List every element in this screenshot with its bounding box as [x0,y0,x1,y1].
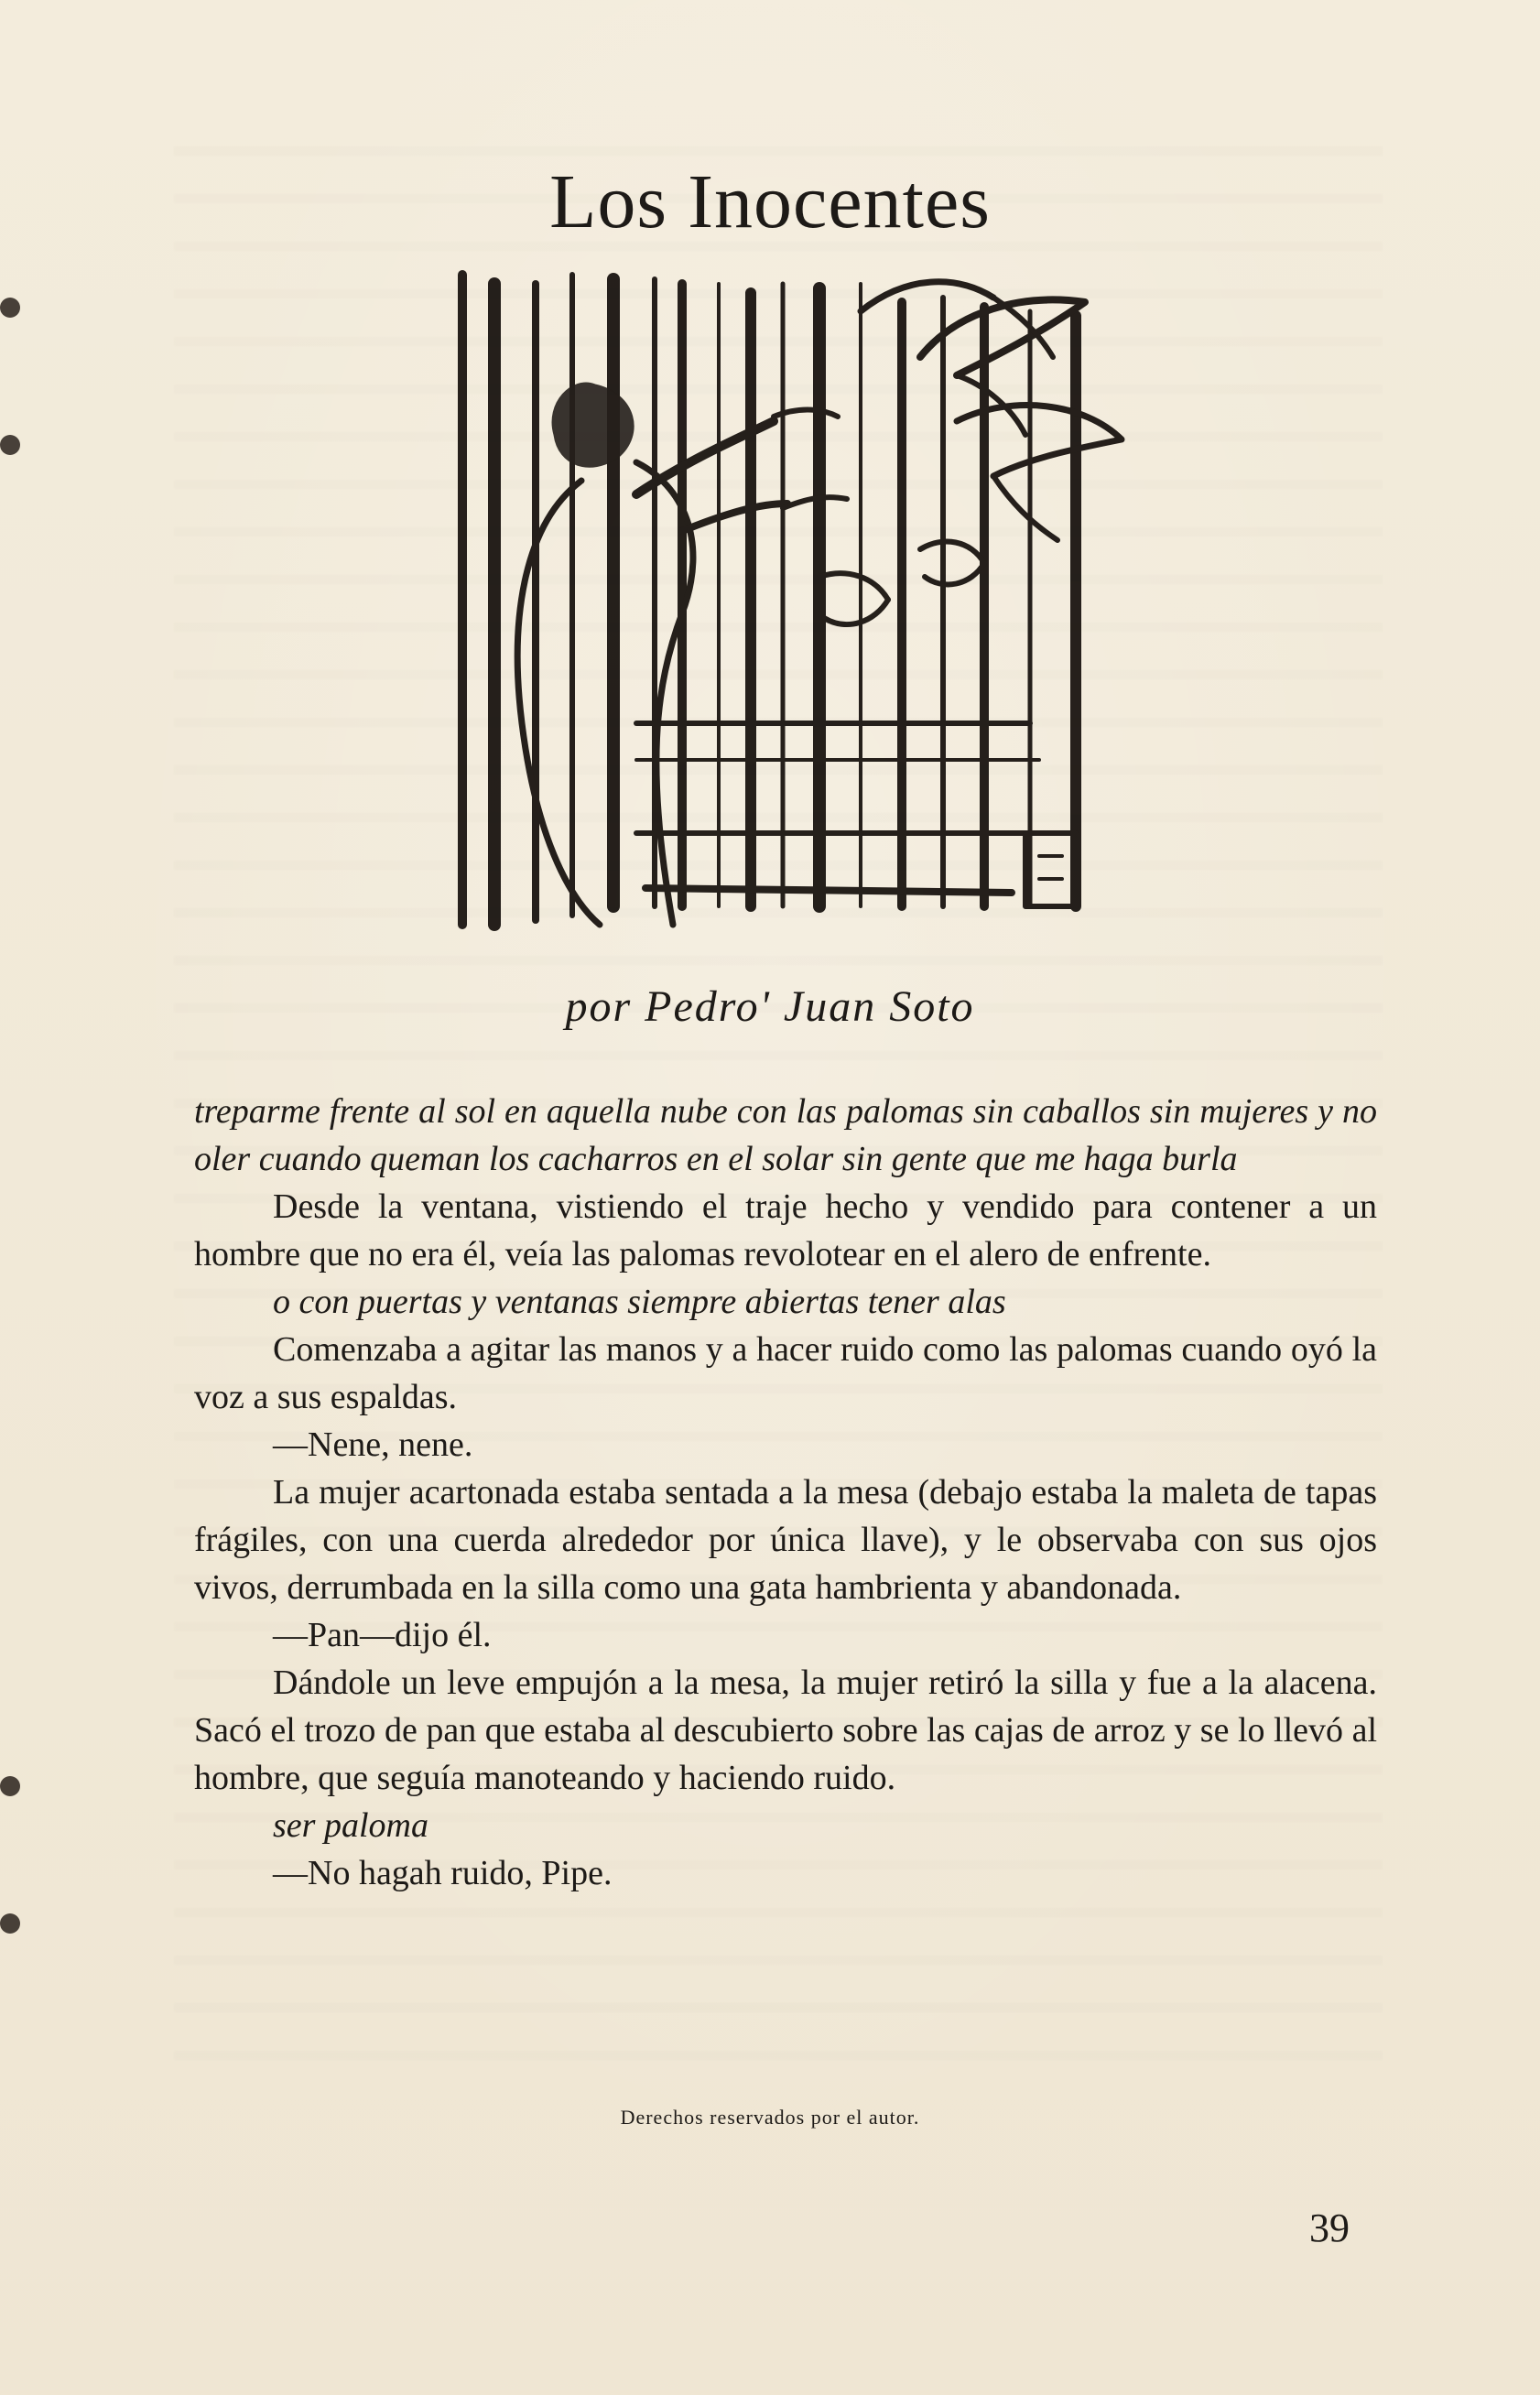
italic-paragraph: o con puertas y ventanas siempre abiertas tener alas [273,1283,1006,1321]
byline: por Pedro' Juan Soto [565,982,975,1031]
page-number: 39 [1309,2205,1350,2250]
dialogue-line: —No hagah ruido, Pipe. [273,1854,613,1892]
ink-illustration-icon [444,247,1149,952]
paragraph: Comenzaba a agitar las manos y a hacer ruido como las palomas cuando oyó la voz a sus espaldas. [194,1330,1377,1416]
punch-hole-1 [0,298,20,318]
paragraph: Desde la ventana, vistiendo el traje hecho y vendido para contener a un hombre que no era él, veía las palomas revolotear en el alero de enfrente. [194,1187,1377,1273]
story-text [194,1088,1377,1897]
italic-paragraph: treparme frente al sol en aquella nube con las palomas sin caballos sin mujeres y no oler cuando queman los cacharros en el solar sin gente que me haga burla [194,1092,1377,1178]
story-title: Los Inocentes [549,159,991,244]
rights-notice: Derechos reservados por el autor. [620,2106,920,2129]
paragraph: La mujer acartonada estaba sentada a la mesa (debajo estaba la maleta de tapas frágiles, con una cuerda alrededor por única llave), y le observaba con sus ojos vivos, derrumbada en la silla como una gata hambrienta y abandonada. [194,1473,1377,1607]
punch-hole-4 [0,1913,20,1934]
paragraph: Dándole un leve empujón a la mesa, la mujer retiró la silla y fue a la alacena. Sacó el trozo de pan que estaba al descubierto sobre las cajas de arroz y se lo llevó al hombre, que seguía manoteando y haciendo ruido. [194,1663,1377,1797]
punch-hole-2 [0,435,20,455]
dialogue-line: —Nene, nene. [273,1425,473,1464]
dialogue-line: —Pan—dijo él. [273,1616,492,1654]
punch-hole-3 [0,1776,20,1796]
italic-paragraph: ser paloma [273,1806,428,1845]
